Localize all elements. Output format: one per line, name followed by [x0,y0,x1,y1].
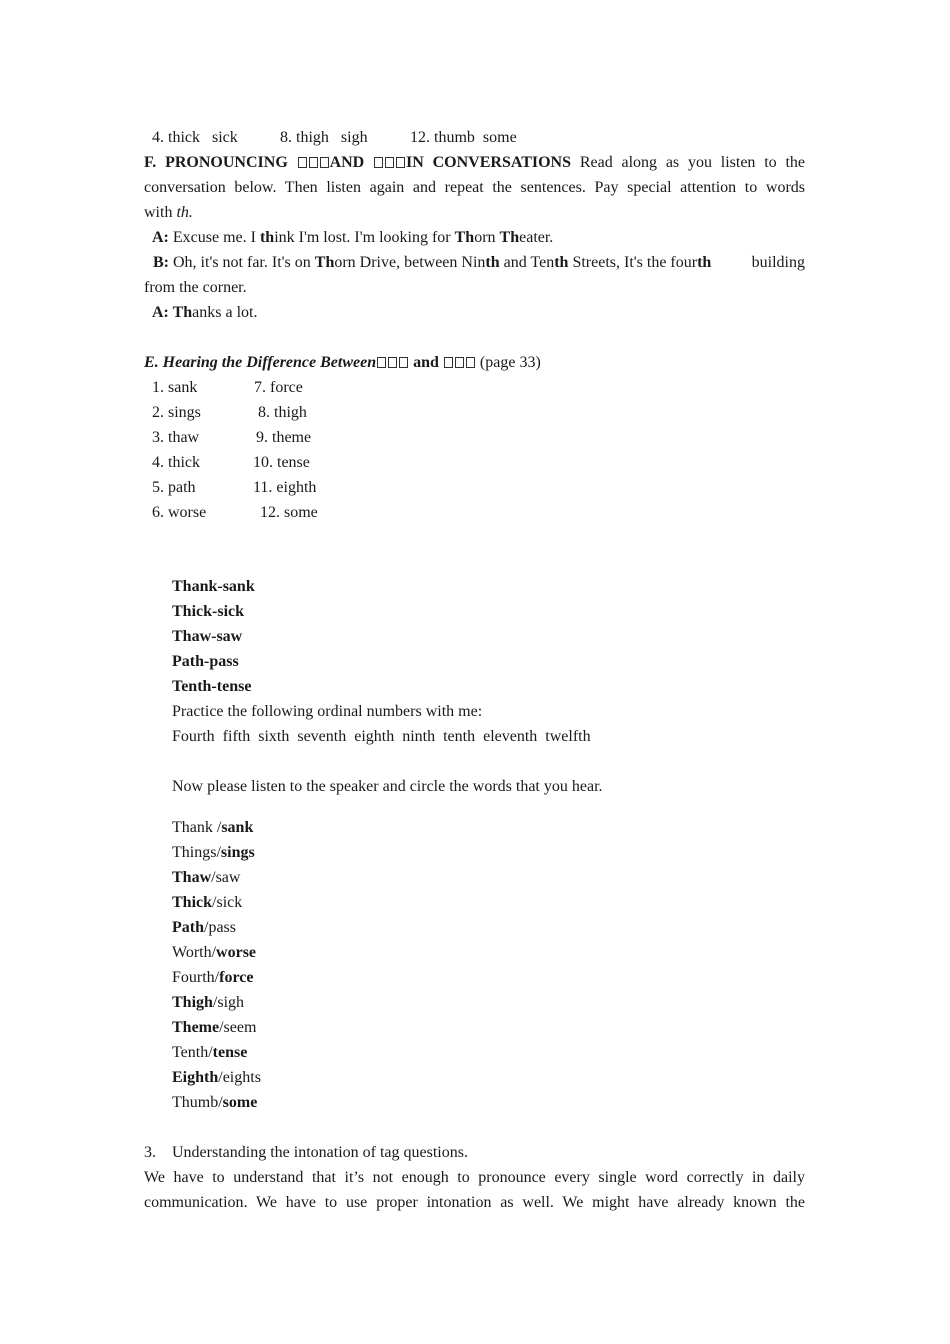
list-item: 10. tense [253,454,310,471]
missing-glyph-icon [320,157,329,168]
missing-glyph-icon [388,357,397,368]
heading-part-2: AND [329,154,374,171]
heading-part-1: F. PRONOUNCING [144,154,297,171]
missing-glyph-icon [385,157,394,168]
list-item: 6. worse [152,504,207,521]
intro-text-3 [144,200,193,225]
circle-item: Thick/sick [172,894,243,911]
speaker-a: A: [152,229,169,246]
dialogue-text: anks a lot. [192,304,258,321]
section-e-title: E. Hearing the Difference Between [144,354,377,371]
dialogue-text: orn Drive, between Nin [334,254,486,271]
missing-glyph-icon [298,157,307,168]
pair-item: Thank-sank [172,578,255,595]
circle-item: Fourth/force [172,969,254,986]
missing-glyph-icon [309,157,318,168]
pair-item: Thaw-saw [172,628,243,645]
dialogue-text: eater. [519,229,554,246]
ordinal-prompt: Practice the following ordinal numbers with me: [172,703,483,720]
dialogue-text: orn [474,229,500,246]
intro-text-1: Read along as you listen to the [571,154,805,171]
speaker-b: B: [153,254,169,271]
intro-text-3a: with [144,204,177,221]
missing-glyph-icon [399,357,408,368]
dialogue-text: ink I'm lost. I'm looking for [274,229,455,246]
intro-text-3b: th. [176,204,193,221]
circle-item: Tenth/tense [172,1044,248,1061]
circle-item: Thank /sank [172,819,254,836]
list-item: 4. thick [152,454,200,471]
section-3-title: Understanding the intonation of tag questions. [172,1144,468,1161]
missing-glyph-icon [374,157,383,168]
pair-item: Path-pass [172,653,239,670]
section-3-paragraph-1: We have to understand that it’s not enough to pronounce every single word correctly in daily [144,1169,805,1186]
list-item: 7. force [254,379,303,396]
missing-glyph-icon [466,357,475,368]
dialogue-bold: th [485,254,500,271]
section-f-heading [144,150,805,175]
circle-item: Path/pass [172,919,236,936]
missing-glyph-icon [377,357,386,368]
page-ref: (page 33) [475,354,541,371]
circle-item: Things/sings [172,844,255,861]
list-item: 1. sank [152,379,198,396]
pair-item: Thick-sick [172,603,245,620]
section-e-heading [144,350,541,375]
dialogue-text: building [747,254,805,271]
dialogue-bold: th [259,229,275,246]
missing-glyph-icon [444,357,453,368]
dialogue-bold: Th [314,254,335,271]
dialogue-line-a2 [152,300,258,325]
list-item: 2. sings [152,404,201,421]
list-item: 3. thaw [152,429,200,446]
circle-item: Thumb/some [172,1094,258,1111]
list-item: 5. path [152,479,196,496]
dialogue-bold: th [697,254,712,271]
circle-item: Theme/seem [172,1019,257,1036]
ordinal-list: Fourth fifth sixth seventh eighth ninth tenth eleventh twelfth [172,728,591,745]
dialogue-text: Oh, it's not far. It's on [169,254,315,271]
circle-item: Thigh/sigh [172,994,245,1011]
section-3-paragraph-2: communication. We have to use proper intonation as well. We might have already known the [144,1194,805,1211]
dialogue-line-b [144,250,805,275]
section-e-and: and [409,354,443,371]
dialogue-text: Excuse me. I [168,229,260,246]
circle-item: Thaw/saw [172,869,241,886]
dialogue-text: and Ten [499,254,555,271]
dialogue-line-b-main [144,250,711,275]
list-item: 8. thigh [258,404,307,421]
top-row-item-1: 4. thick sick [152,129,238,146]
pair-item: Tenth-tense [172,678,252,695]
speaker-a: A: [152,304,173,321]
missing-glyph-icon [455,357,464,368]
dialogue-text: Streets, It's the four [568,254,698,271]
circle-item: Worth/worse [172,944,257,961]
top-row-item-2: 8. thigh sigh [280,129,368,146]
heading-part-3: IN CONVERSATIONS [406,154,572,171]
list-item: 11. eighth [253,479,317,496]
missing-glyph-icon [396,157,405,168]
circle-item: Eighth/eights [172,1069,261,1086]
dialogue-bold: Th [454,229,475,246]
circle-prompt: Now please listen to the speaker and circle the words that you hear. [172,778,603,795]
section-3-number: 3. [144,1144,156,1161]
dialogue-bold: Th [172,304,193,321]
dialogue-bold: th [554,254,569,271]
dialogue-line-a1 [152,225,553,250]
list-item: 12. some [260,504,318,521]
list-item: 9. theme [256,429,312,446]
dialogue-bold: Th [499,229,520,246]
top-row-item-3: 12. thumb some [410,129,517,146]
intro-text-2: conversation below. Then listen again and repeat the sentences. Pay special attention to words [144,179,805,196]
dialogue-line-b-cont: from the corner. [144,279,247,296]
